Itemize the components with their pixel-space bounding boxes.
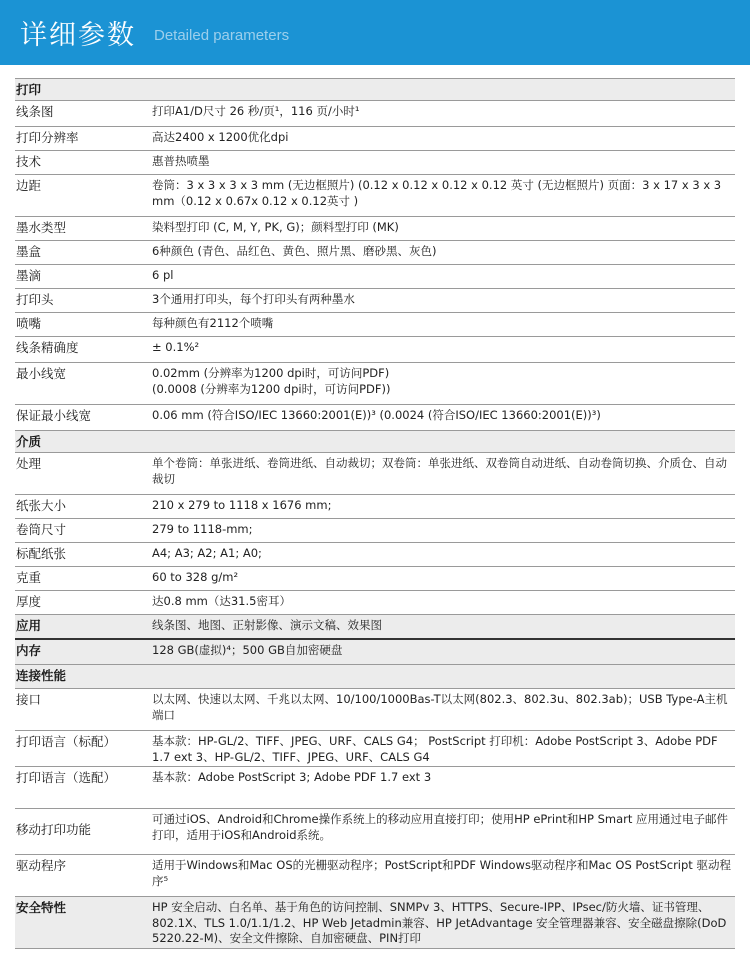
spec-section-row — [15, 664, 735, 688]
spec-value: 6种颜色 (青色、品红色、黄色、照片黑、磨砂黑、灰色) — [152, 244, 437, 258]
spec-value: 以太网、快速以太网、千兆以太网、10/100/1000Bas-T以太网(802.3、802.3u、802.3ab)；USB Type-A主机端口 — [152, 692, 728, 722]
spec-label: 墨盒 — [16, 244, 42, 259]
section-heading: 打印 — [16, 82, 42, 97]
spec-row — [15, 336, 735, 362]
spec-label: 线条图 — [16, 104, 54, 119]
spec-value: 惠普热喷墨 — [152, 154, 210, 168]
spec-row — [15, 240, 735, 264]
page-title: 详细参数 — [20, 20, 136, 51]
spec-row — [15, 730, 735, 766]
page-subtitle: Detailed parameters — [154, 27, 290, 44]
spec-label: 驱动程序 — [16, 858, 67, 873]
section-heading: 应用 — [16, 618, 42, 633]
spec-label: 最小线宽 — [16, 366, 67, 381]
table-bottom-rule — [15, 948, 735, 949]
spec-label: 移动打印功能 — [16, 822, 92, 837]
spec-label: 打印分辨率 — [16, 130, 79, 145]
spec-value: 3个通用打印头，每个打印头有两种墨水 — [152, 292, 355, 306]
spec-value: 染料型打印 (C, M, Y, PK, G)；颜料型打印 (MK) — [152, 220, 399, 234]
spec-value: 210 x 279 to 1118 x 1676 mm; — [152, 498, 332, 512]
spec-label: 技术 — [16, 154, 42, 169]
spec-row — [15, 288, 735, 312]
spec-label: 接口 — [16, 692, 42, 707]
spec-label: 边距 — [16, 178, 42, 193]
spec-row — [15, 404, 735, 430]
spec-value: 基本款：HP-GL/2、TIFF、JPEG、URF、CALS G4； PostScript 打印机：Adobe PostScript 3、Adobe PDF 1.7 ext 3、HP-GL/2、TIFF、JPEG、URF、CALS G4 — [152, 734, 718, 764]
spec-row — [15, 264, 735, 288]
section-heading: 安全特性 — [16, 900, 67, 915]
spec-value: 每种颜色有2112个喷嘴 — [152, 316, 274, 330]
spec-value: 6 pl — [152, 268, 174, 282]
section-heading: 连接性能 — [16, 668, 67, 683]
spec-row — [15, 312, 735, 336]
spec-value: 线条图、地图、正射影像、演示文稿、效果图 — [152, 618, 382, 632]
spec-section-row — [15, 78, 735, 100]
spec-value: HP 安全启动、白名单、基于角色的访问控制、SNMPv 3、HTTPS、Secure-IPP、IPsec/防火墙、证书管理、802.1X、TLS 1.0/1.1/1.2、HP Web Jetadmin兼容、HP JetAdvantage 安全管理器兼容、安全磁盘擦除(DoD 5220.22-M)、安全文件擦除、自加密硬盘、PIN打印 — [152, 900, 727, 945]
spec-row — [15, 174, 735, 216]
spec-value: ± 0.1%² — [152, 340, 200, 354]
spec-label: 线条精确度 — [16, 340, 79, 355]
spec-value: 0.06 mm (符合ISO/IEC 13660:2001(E))³ (0.0024 (符合ISO/IEC 13660:2001(E))³) — [152, 408, 601, 422]
spec-row — [15, 766, 735, 808]
spec-section-row — [15, 430, 735, 452]
spec-row — [15, 216, 735, 240]
spec-value: 打印A1/D尺寸 26 秒/页¹，116 页/小时¹ — [152, 104, 360, 118]
section-heading: 内存 — [16, 643, 42, 658]
spec-label: 打印语言（标配） — [16, 734, 117, 749]
spec-label: 卷筒尺寸 — [16, 522, 67, 537]
spec-value: 达0.8 mm（达31.5密耳） — [152, 594, 291, 608]
spec-value: 60 to 328 g/m² — [152, 570, 239, 584]
spec-row — [15, 100, 735, 126]
spec-label: 喷嘴 — [16, 316, 42, 331]
spec-row — [15, 518, 735, 542]
spec-label: 克重 — [16, 570, 42, 585]
spec-row — [15, 566, 735, 590]
spec-label: 保证最小线宽 — [16, 408, 92, 423]
spec-row — [15, 126, 735, 150]
page-header — [0, 0, 750, 65]
spec-label: 标配纸张 — [16, 546, 67, 561]
spec-value: 可通过iOS、Android和Chrome操作系统上的移动应用直接打印；使用HP ePrint和HP Smart 应用通过电子邮件打印，适用于iOS和Android系统。 — [152, 812, 729, 842]
spec-label: 墨水类型 — [16, 220, 67, 235]
spec-label: 处理 — [16, 456, 42, 471]
spec-section-row — [15, 896, 735, 948]
spec-section-row — [15, 614, 735, 638]
spec-row — [15, 854, 735, 896]
section-heading: 介质 — [16, 434, 42, 449]
spec-value: 高达2400 x 1200优化dpi — [152, 130, 289, 144]
spec-row — [15, 542, 735, 566]
spec-value: 279 to 1118-mm; — [152, 522, 253, 536]
spec-label: 纸张大小 — [16, 498, 67, 513]
spec-label: 打印语言（选配） — [16, 770, 117, 785]
spec-value: 卷筒：3 x 3 x 3 x 3 mm (无边框照片) (0.12 x 0.12 x 0.12 x 0.12 英寸 (无边框照片) 页面：3 x 17 x 3 x 3 mm（0.12 x 0.67x 0.12 x 0.12英寸 ) — [152, 178, 722, 208]
spec-value: A4; A3; A2; A1; A0; — [152, 546, 262, 560]
spec-row — [15, 494, 735, 518]
spec-value: 单个卷筒：单张进纸、卷筒进纸、自动裁切；双卷筒：单张进纸、双卷筒自动进纸、自动卷筒切换、介质仓、自动裁切 — [152, 456, 727, 486]
spec-row — [15, 452, 735, 494]
spec-label: 厚度 — [16, 594, 42, 609]
spec-value: 基本款：Adobe PostScript 3; Adobe PDF 1.7 ext 3 — [152, 770, 432, 784]
spec-value: 适用于Windows和Mac OS的光栅驱动程序；PostScript和PDF Windows驱动程序和Mac OS PostScript 驱动程序⁵ — [152, 858, 731, 888]
spec-section-row — [15, 638, 735, 664]
spec-row — [15, 808, 735, 854]
spec-value: 128 GB(虚拟)⁴；500 GB自加密硬盘 — [152, 643, 343, 657]
spec-row — [15, 590, 735, 614]
spec-row — [15, 150, 735, 174]
spec-label: 墨滴 — [16, 268, 42, 283]
spec-value: 0.02mm (分辨率为1200 dpi时，可访问PDF) (0.0008 (分辨率为1200 dpi时，可访问PDF)) — [152, 366, 391, 396]
spec-label: 打印头 — [16, 292, 54, 307]
spec-row — [15, 362, 735, 404]
spec-row — [15, 688, 735, 730]
